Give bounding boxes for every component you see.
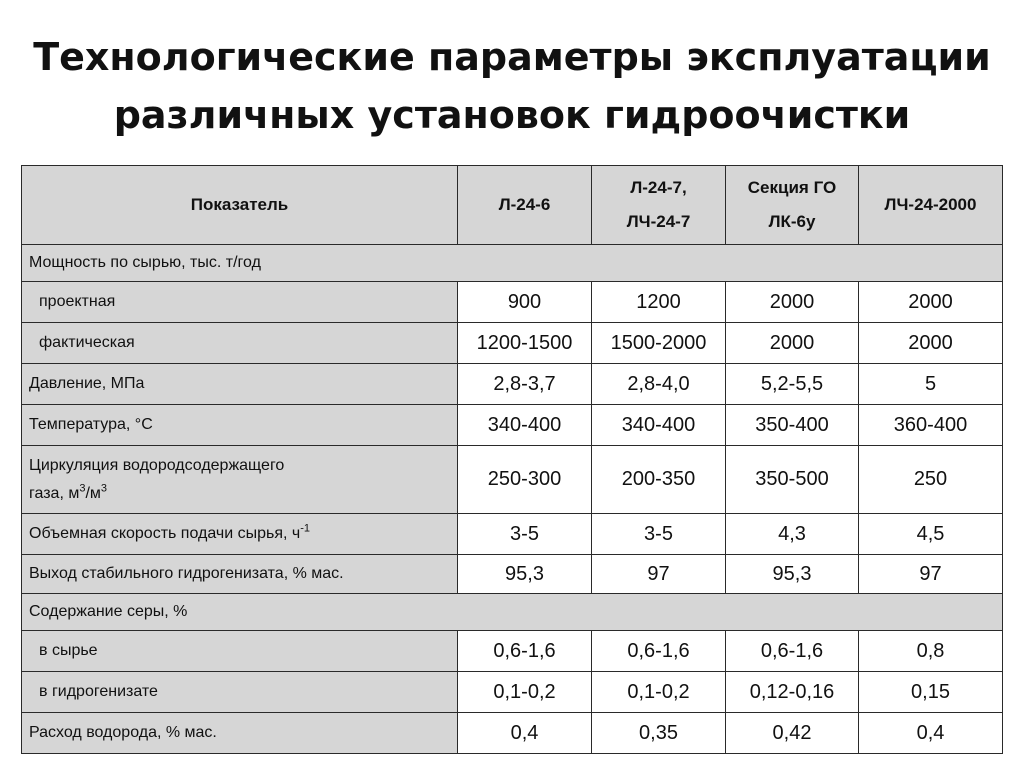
- cell-value: 0,6-1,6: [592, 631, 726, 672]
- row-label: Расход водорода, % мас.: [22, 713, 458, 754]
- cell-value: 2000: [859, 282, 1003, 323]
- page-title: [0, 28, 1024, 144]
- header-col-3: [726, 166, 859, 245]
- cell-value: 3-5: [458, 514, 592, 555]
- cell-value: 350-500: [726, 446, 859, 514]
- page-title-line-1: Технологические параметры эксплуатации: [33, 35, 991, 79]
- cell-value: 4,3: [726, 514, 859, 555]
- cell-value: 0,15: [859, 672, 1003, 713]
- cell-value: 97: [592, 555, 726, 594]
- cell-value: 340-400: [592, 405, 726, 446]
- row-label: в гидрогенизате: [22, 672, 458, 713]
- cell-value: 340-400: [458, 405, 592, 446]
- cell-value: 0,6-1,6: [458, 631, 592, 672]
- table-row: [22, 713, 1003, 754]
- table-row: [22, 631, 1003, 672]
- header-col-1: Л-24-6: [458, 166, 592, 245]
- cell-value: 1200-1500: [458, 323, 592, 364]
- cell-value: 2,8-3,7: [458, 364, 592, 405]
- header-col-2-line-2: ЛЧ-24-7: [626, 212, 691, 231]
- section-row-sulfur: [22, 594, 1003, 631]
- parameters-table: [21, 165, 1003, 754]
- header-col-3-line-1: Секция ГО: [747, 178, 837, 197]
- cell-value: 97: [859, 555, 1003, 594]
- table-row: [22, 446, 1003, 514]
- cell-value: 0,35: [592, 713, 726, 754]
- cell-value: 95,3: [458, 555, 592, 594]
- header-col-4: ЛЧ-24-2000: [859, 166, 1003, 245]
- cell-value: 3-5: [592, 514, 726, 555]
- cell-value: 0,1-0,2: [458, 672, 592, 713]
- row-label: в сырье: [22, 631, 458, 672]
- cell-value: 250-300: [458, 446, 592, 514]
- section-label: Содержание серы, %: [22, 594, 1003, 631]
- table-row: [22, 323, 1003, 364]
- cell-value: 200-350: [592, 446, 726, 514]
- cell-value: 0,4: [859, 713, 1003, 754]
- table-row: [22, 672, 1003, 713]
- cell-value: 0,4: [458, 713, 592, 754]
- cell-value: 2000: [726, 282, 859, 323]
- table-header-row: [22, 166, 1003, 245]
- row-label: фактическая: [22, 323, 458, 364]
- table-row: [22, 364, 1003, 405]
- table-row: [22, 282, 1003, 323]
- table-row: [22, 555, 1003, 594]
- cell-value: 0,12-0,16: [726, 672, 859, 713]
- cell-value: 350-400: [726, 405, 859, 446]
- section-row-capacity: [22, 245, 1003, 282]
- cell-value: 5,2-5,5: [726, 364, 859, 405]
- cell-value: 1200: [592, 282, 726, 323]
- table-row: [22, 405, 1003, 446]
- header-col-2: [592, 166, 726, 245]
- cell-value: 0,8: [859, 631, 1003, 672]
- cell-value: 1500-2000: [592, 323, 726, 364]
- row-label-line-1: Циркуляция водородсодержащего: [29, 456, 285, 474]
- row-label: Температура, °С: [22, 405, 458, 446]
- row-label: Выход стабильного гидрогенизата, % мас.: [22, 555, 458, 594]
- cell-value: 0,6-1,6: [726, 631, 859, 672]
- row-label-line-2: газа, $м^3/м^3$: [29, 482, 108, 502]
- row-label: Объемная скорость подачи сырья, $ч^{-1}$: [22, 514, 458, 555]
- header-parameter: Показатель: [22, 166, 458, 245]
- cell-value: 2,8-4,0: [592, 364, 726, 405]
- cell-value: 2000: [726, 323, 859, 364]
- cell-value: 2000: [859, 323, 1003, 364]
- row-label: Давление, МПа: [22, 364, 458, 405]
- cell-value: 250: [859, 446, 1003, 514]
- header-col-2-line-1: Л-24-7,: [630, 178, 687, 197]
- table-row: [22, 514, 1003, 555]
- page-title-line-2: различных установок гидроочистки: [113, 93, 911, 137]
- cell-value: 95,3: [726, 555, 859, 594]
- cell-value: 4,5: [859, 514, 1003, 555]
- cell-value: 0,42: [726, 713, 859, 754]
- cell-value: 360-400: [859, 405, 1003, 446]
- row-label: [22, 446, 458, 514]
- cell-value: 0,1-0,2: [592, 672, 726, 713]
- cell-value: 5: [859, 364, 1003, 405]
- row-label: проектная: [22, 282, 458, 323]
- section-label: Мощность по сырью, тыс. т/год: [22, 245, 1003, 282]
- header-col-3-line-2: ЛК-6у: [768, 212, 816, 231]
- cell-value: 900: [458, 282, 592, 323]
